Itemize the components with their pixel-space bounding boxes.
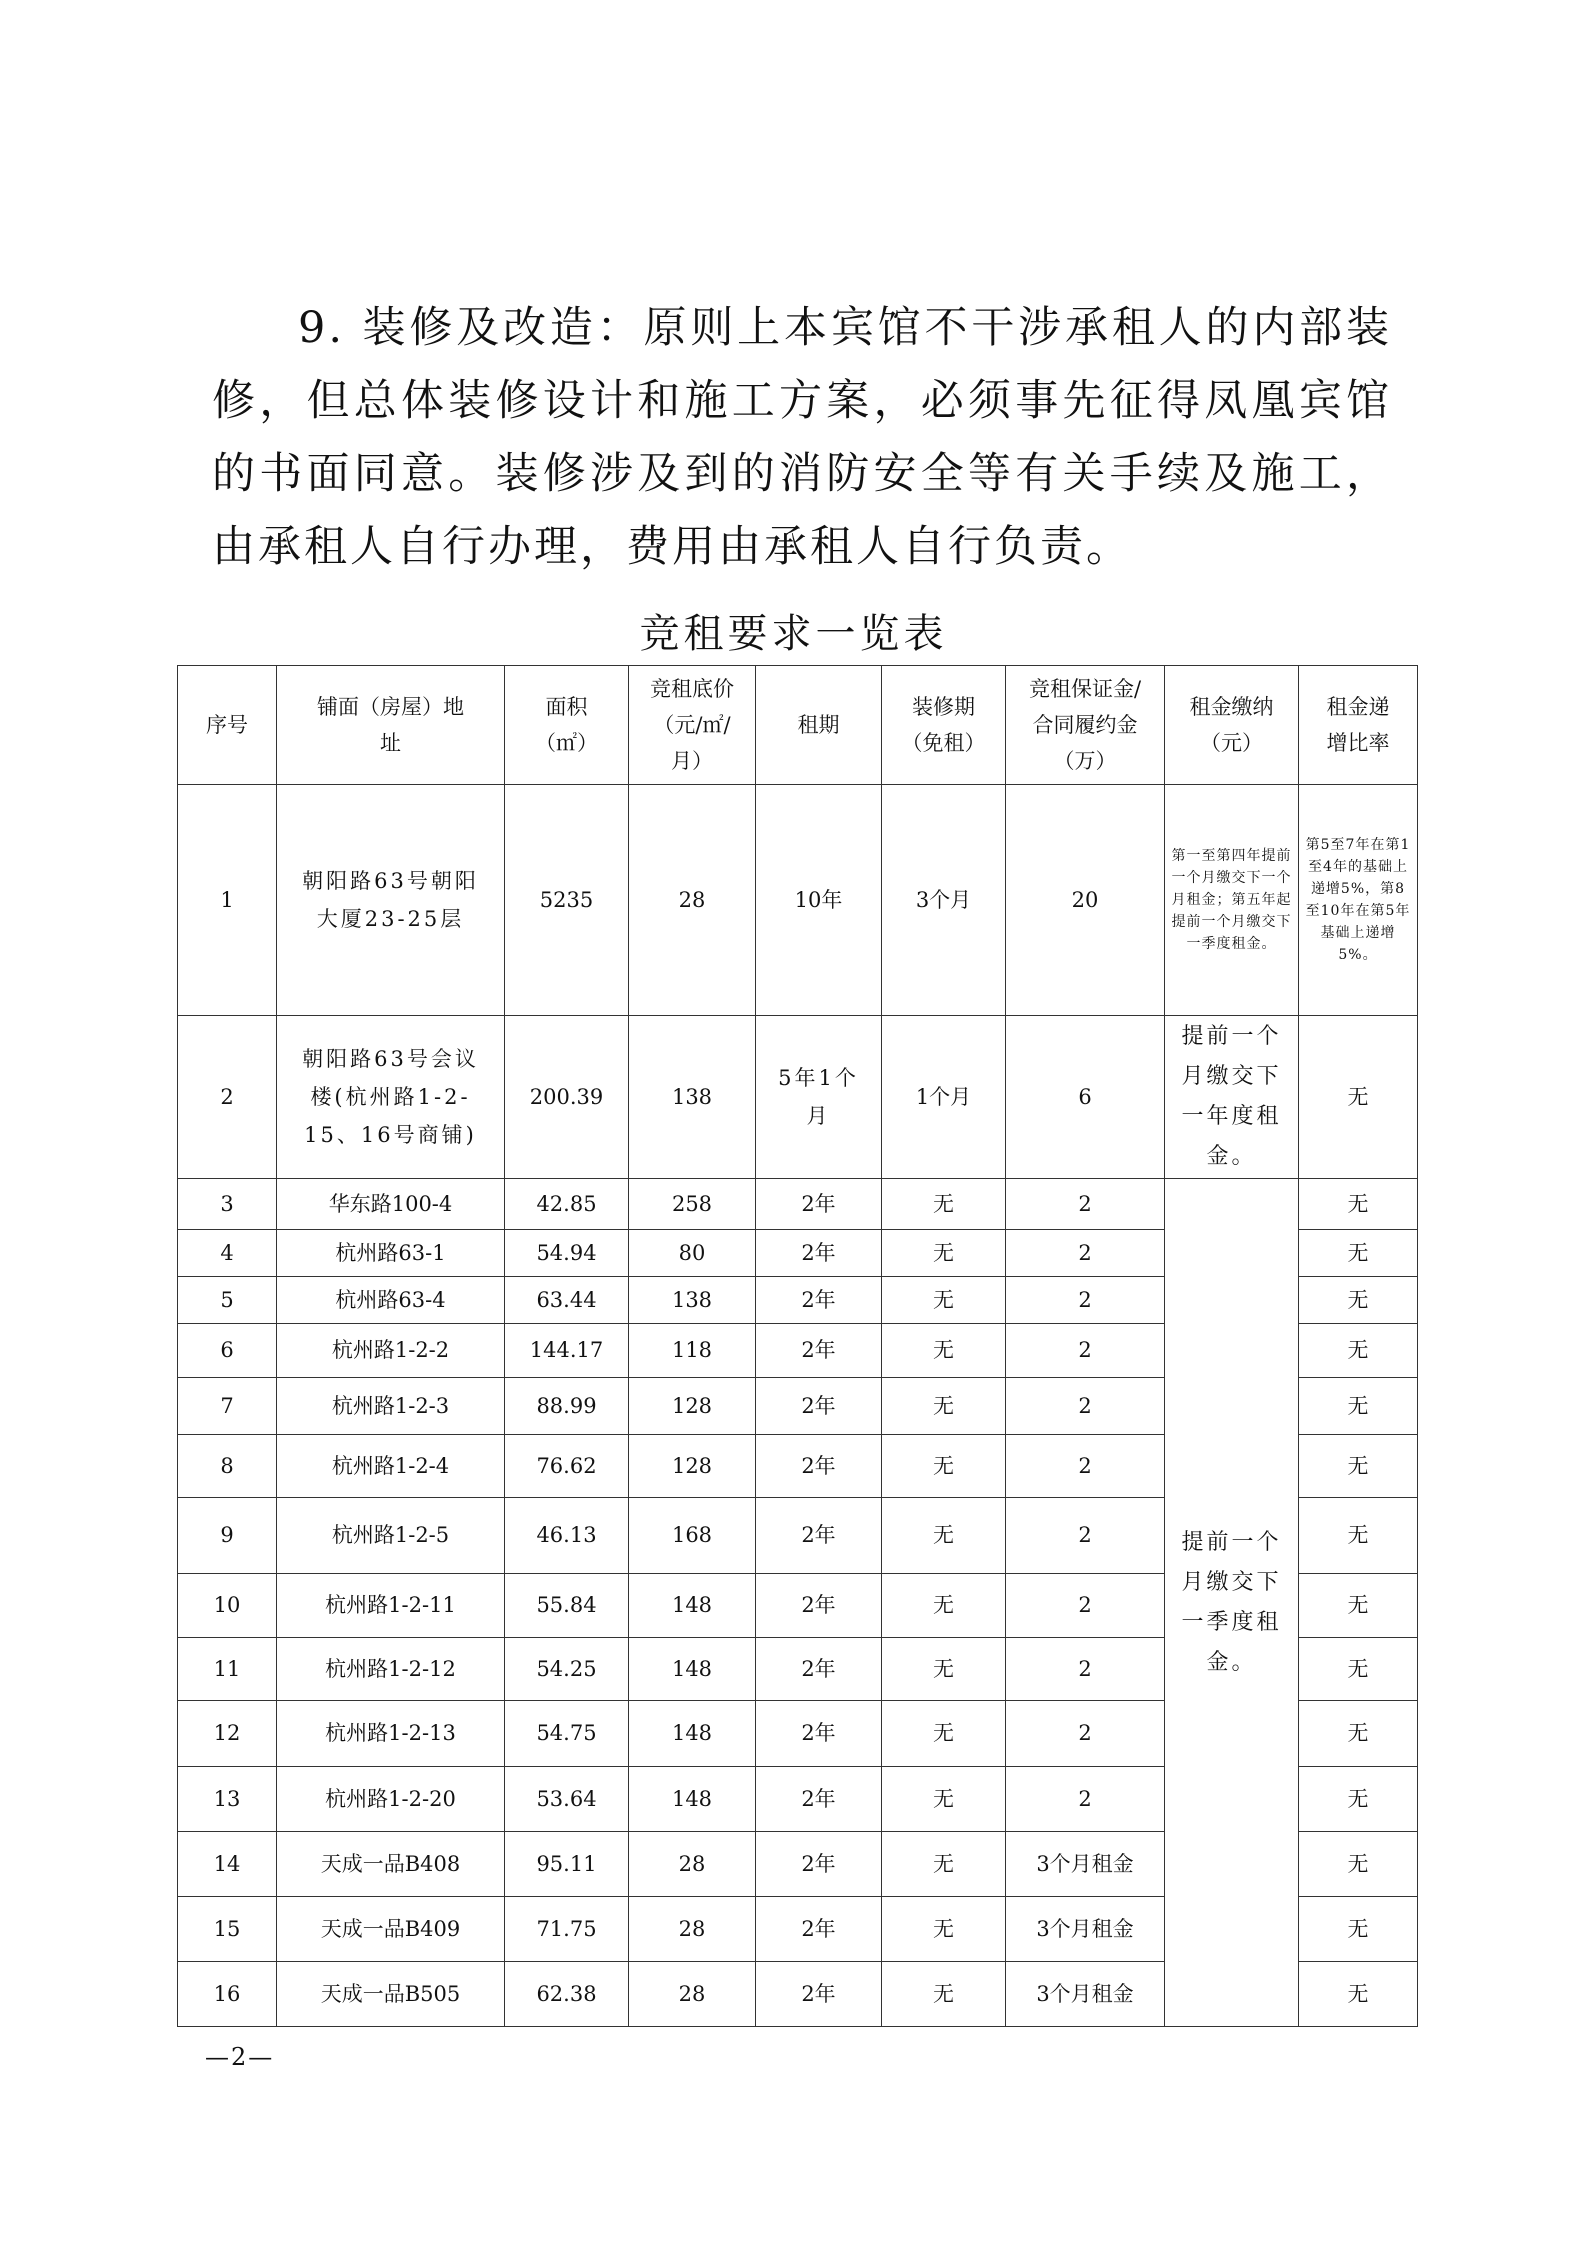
cell-increase: 无 — [1299, 1498, 1418, 1574]
cell-increase: 无 — [1299, 1230, 1418, 1277]
cell-decor: 无 — [882, 1324, 1006, 1378]
header-decor: 装修期（免租） — [882, 666, 1006, 785]
cell-increase: 无 — [1299, 1435, 1418, 1498]
cell-seq: 16 — [178, 1962, 277, 2027]
cell-seq: 15 — [178, 1897, 277, 1962]
header-area: 面积（㎡） — [505, 666, 629, 785]
cell-area: 71.75 — [505, 1897, 629, 1962]
cell-term: 2年 — [756, 1701, 882, 1767]
cell-decor: 无 — [882, 1230, 1006, 1277]
cell-decor: 无 — [882, 1378, 1006, 1435]
rental-requirements-table — [177, 665, 1418, 2027]
cell-price: 28 — [629, 1832, 756, 1897]
cell-deposit: 2 — [1006, 1324, 1165, 1378]
cell-term: 2年 — [756, 1435, 882, 1498]
cell-seq: 9 — [178, 1498, 277, 1574]
cell-payment: 提前一个月缴交下一年度租金。 — [1165, 1016, 1299, 1179]
cell-price: 118 — [629, 1324, 756, 1378]
cell-deposit: 2 — [1006, 1767, 1165, 1832]
table-title: 竞租要求一览表 — [639, 611, 948, 657]
cell-address: 杭州路1-2-13 — [277, 1701, 505, 1767]
cell-deposit: 2 — [1006, 1277, 1165, 1324]
cell-address: 杭州路1-2-12 — [277, 1638, 505, 1701]
cell-term: 2年 — [756, 1230, 882, 1277]
cell-area: 54.94 — [505, 1230, 629, 1277]
cell-deposit: 2 — [1006, 1179, 1165, 1230]
cell-seq: 12 — [178, 1701, 277, 1767]
cell-area: 200.39 — [505, 1016, 629, 1179]
cell-term: 2年 — [756, 1378, 882, 1435]
cell-increase: 无 — [1299, 1767, 1418, 1832]
cell-seq: 13 — [178, 1767, 277, 1832]
cell-address: 杭州路1-2-20 — [277, 1767, 505, 1832]
header-deposit: 竞租保证金/合同履约金（万） — [1006, 666, 1165, 785]
cell-term: 2年 — [756, 1638, 882, 1701]
cell-price: 28 — [629, 1962, 756, 2027]
cell-increase: 无 — [1299, 1324, 1418, 1378]
cell-deposit: 2 — [1006, 1435, 1165, 1498]
cell-area: 95.11 — [505, 1832, 629, 1897]
header-increase: 租金递增比率 — [1299, 666, 1418, 785]
cell-seq: 14 — [178, 1832, 277, 1897]
table-row — [178, 1016, 1418, 1179]
cell-decor: 无 — [882, 1498, 1006, 1574]
page-number: —2— — [205, 2043, 275, 2071]
cell-address: 朝阳路63号会议楼(杭州路1-2-15、16号商铺) — [277, 1016, 505, 1179]
header-price: 竞租底价（元/㎡/月） — [629, 666, 756, 785]
cell-decor: 无 — [882, 1277, 1006, 1324]
cell-seq: 7 — [178, 1378, 277, 1435]
cell-seq: 1 — [178, 785, 277, 1016]
cell-seq: 11 — [178, 1638, 277, 1701]
cell-increase: 无 — [1299, 1962, 1418, 2027]
cell-area: 144.17 — [505, 1324, 629, 1378]
cell-decor: 无 — [882, 1435, 1006, 1498]
table-row — [178, 1179, 1418, 1230]
cell-price: 148 — [629, 1701, 756, 1767]
cell-term: 2年 — [756, 1832, 882, 1897]
cell-seq: 6 — [178, 1324, 277, 1378]
cell-address: 杭州路63-1 — [277, 1230, 505, 1277]
cell-increase: 无 — [1299, 1832, 1418, 1897]
cell-decor: 无 — [882, 1701, 1006, 1767]
cell-price: 28 — [629, 785, 756, 1016]
cell-seq: 3 — [178, 1179, 277, 1230]
cell-price: 148 — [629, 1767, 756, 1832]
table-body — [178, 785, 1418, 2027]
cell-term: 2年 — [756, 1498, 882, 1574]
cell-area: 62.38 — [505, 1962, 629, 2027]
cell-area: 55.84 — [505, 1574, 629, 1638]
cell-decor: 1个月 — [882, 1016, 1006, 1179]
cell-term: 2年 — [756, 1767, 882, 1832]
cell-price: 148 — [629, 1638, 756, 1701]
cell-area: 88.99 — [505, 1378, 629, 1435]
cell-deposit: 2 — [1006, 1230, 1165, 1277]
cell-deposit: 3个月租金 — [1006, 1832, 1165, 1897]
cell-increase: 无 — [1299, 1638, 1418, 1701]
header-address: 铺面（房屋）地址 — [277, 666, 505, 785]
cell-increase: 无 — [1299, 1574, 1418, 1638]
cell-price: 28 — [629, 1897, 756, 1962]
cell-term: 2年 — [756, 1897, 882, 1962]
cell-area: 54.25 — [505, 1638, 629, 1701]
cell-decor: 无 — [882, 1897, 1006, 1962]
cell-deposit: 2 — [1006, 1498, 1165, 1574]
clause-9-text: 9. 装修及改造：原则上本宾馆不干涉承租人的内部装修，但总体装修设计和施工方案，必须事先征得凤凰宾馆的书面同意。装修涉及到的消防安全等有关手续及施工，由承租人自行办理，费用由承租人自行负责。 — [212, 303, 1392, 572]
header-seq: 序号 — [178, 666, 277, 785]
cell-address: 天成一品B505 — [277, 1962, 505, 2027]
cell-address: 杭州路1-2-2 — [277, 1324, 505, 1378]
cell-price: 168 — [629, 1498, 756, 1574]
cell-decor: 无 — [882, 1638, 1006, 1701]
cell-price: 258 — [629, 1179, 756, 1230]
cell-increase: 无 — [1299, 1701, 1418, 1767]
cell-increase: 无 — [1299, 1179, 1418, 1230]
cell-deposit: 2 — [1006, 1638, 1165, 1701]
cell-price: 128 — [629, 1435, 756, 1498]
cell-price: 138 — [629, 1277, 756, 1324]
cell-decor: 无 — [882, 1179, 1006, 1230]
cell-area: 63.44 — [505, 1277, 629, 1324]
cell-deposit: 2 — [1006, 1701, 1165, 1767]
cell-address: 杭州路1-2-11 — [277, 1574, 505, 1638]
cell-increase: 无 — [1299, 1897, 1418, 1962]
cell-increase: 无 — [1299, 1378, 1418, 1435]
cell-seq: 2 — [178, 1016, 277, 1179]
cell-decor: 无 — [882, 1962, 1006, 2027]
cell-address: 杭州路1-2-3 — [277, 1378, 505, 1435]
cell-term: 5年1个月 — [756, 1016, 882, 1179]
cell-address: 杭州路1-2-4 — [277, 1435, 505, 1498]
cell-area: 54.75 — [505, 1701, 629, 1767]
cell-increase: 无 — [1299, 1277, 1418, 1324]
cell-deposit: 20 — [1006, 785, 1165, 1016]
cell-seq: 5 — [178, 1277, 277, 1324]
cell-area: 53.64 — [505, 1767, 629, 1832]
cell-area: 42.85 — [505, 1179, 629, 1230]
header-row — [178, 666, 1418, 785]
cell-address: 朝阳路63号朝阳大厦23-25层 — [277, 785, 505, 1016]
header-term: 租期 — [756, 666, 882, 785]
cell-seq: 10 — [178, 1574, 277, 1638]
cell-area: 46.13 — [505, 1498, 629, 1574]
cell-increase: 无 — [1299, 1016, 1418, 1179]
cell-decor: 无 — [882, 1767, 1006, 1832]
cell-term: 2年 — [756, 1324, 882, 1378]
body-paragraph — [212, 292, 1392, 584]
cell-seq: 4 — [178, 1230, 277, 1277]
cell-deposit: 2 — [1006, 1574, 1165, 1638]
cell-address: 天成一品B409 — [277, 1897, 505, 1962]
cell-price: 148 — [629, 1574, 756, 1638]
cell-term: 2年 — [756, 1574, 882, 1638]
cell-deposit: 6 — [1006, 1016, 1165, 1179]
table-row — [178, 785, 1418, 1016]
cell-term: 10年 — [756, 785, 882, 1016]
cell-deposit: 2 — [1006, 1378, 1165, 1435]
cell-seq: 8 — [178, 1435, 277, 1498]
header-payment: 租金缴纳（元） — [1165, 666, 1299, 785]
cell-area: 76.62 — [505, 1435, 629, 1498]
cell-deposit: 3个月租金 — [1006, 1962, 1165, 2027]
cell-address: 杭州路1-2-5 — [277, 1498, 505, 1574]
cell-decor: 无 — [882, 1832, 1006, 1897]
cell-increase: 第5至7年在第1至4年的基础上递增5%，第8至10年在第5年基础上递增5%。 — [1299, 785, 1418, 1016]
cell-area: 5235 — [505, 785, 629, 1016]
cell-payment-shared: 提前一个月缴交下一季度租金。 — [1165, 1179, 1299, 2027]
cell-deposit: 3个月租金 — [1006, 1897, 1165, 1962]
cell-address: 天成一品B408 — [277, 1832, 505, 1897]
cell-price: 128 — [629, 1378, 756, 1435]
cell-price: 80 — [629, 1230, 756, 1277]
cell-decor: 无 — [882, 1574, 1006, 1638]
cell-payment: 第一至第四年提前一个月缴交下一个月租金；第五年起提前一个月缴交下一季度租金。 — [1165, 785, 1299, 1016]
cell-term: 2年 — [756, 1962, 882, 2027]
cell-decor: 3个月 — [882, 785, 1006, 1016]
cell-price: 138 — [629, 1016, 756, 1179]
cell-term: 2年 — [756, 1277, 882, 1324]
cell-address: 杭州路63-4 — [277, 1277, 505, 1324]
cell-term: 2年 — [756, 1179, 882, 1230]
cell-address: 华东路100-4 — [277, 1179, 505, 1230]
